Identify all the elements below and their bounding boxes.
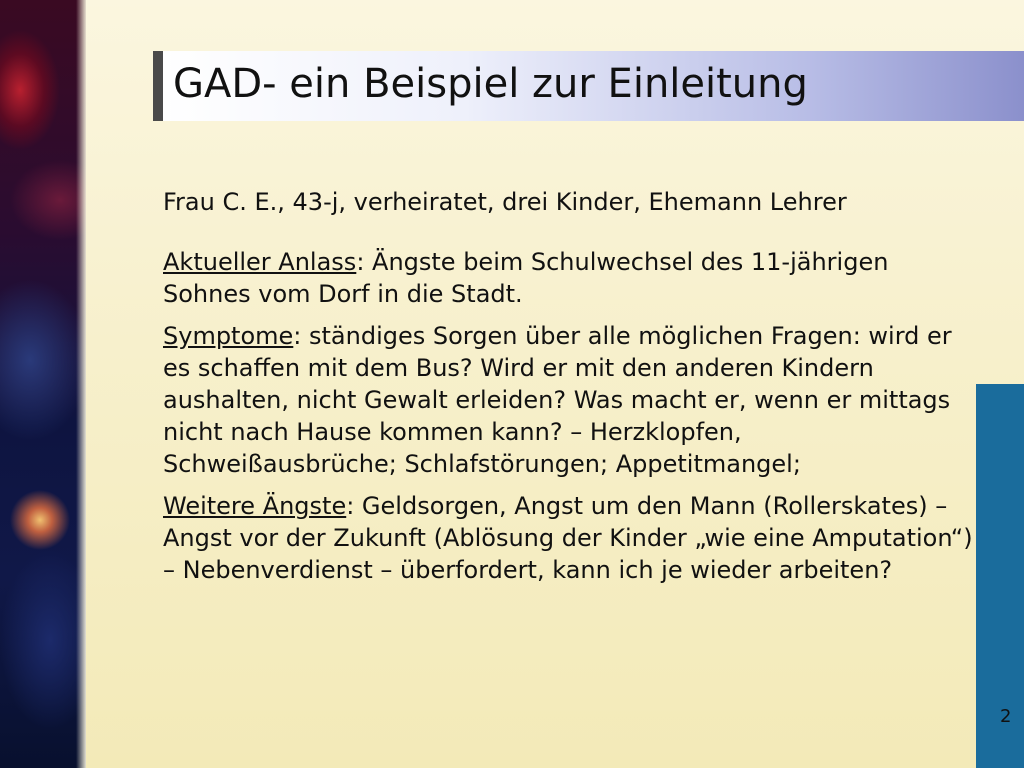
section-text: : Ängste beim Schulwechsel des 11-jährigen Sohnes vom Dorf in die Stadt. xyxy=(163,248,889,308)
section-label: Weitere Ängste xyxy=(163,492,347,520)
intro-paragraph: Frau C. E., 43-j, verheiratet, drei Kinder, Ehemann Lehrer xyxy=(163,188,847,216)
section-label: Symptome xyxy=(163,322,294,350)
section-text: : Geldsorgen, Angst um den Mann (Rollerskates) – Angst vor der Zukunft (Ablösung der Kinder „wie eine Amputation“) – Nebenverdienst – überfordert, kann ich je wieder arbeiten? xyxy=(163,492,973,584)
section-weitere-aengste xyxy=(163,490,973,586)
section-symptome xyxy=(163,320,973,480)
section-label: Aktueller Anlass xyxy=(163,248,357,276)
slide-title: GAD- ein Beispiel zur Einleitung xyxy=(173,61,808,107)
page-number: 2 xyxy=(1000,706,1012,727)
section-aktueller-anlass xyxy=(163,246,973,310)
slide-body xyxy=(163,186,973,596)
decorative-image-band xyxy=(0,0,86,768)
section-text: : ständiges Sorgen über alle möglichen Fragen: wird er es schaffen mit dem Bus? Wird er mit den anderen Kindern aushalten, nicht Gewalt erleiden? Was macht er, wenn er mittags nicht nach Hause kommen kann? – Herzklopfen, Schweißausbrüche; Schlafstörungen; Appetitmangel; xyxy=(163,322,952,478)
title-bar xyxy=(153,51,1024,121)
